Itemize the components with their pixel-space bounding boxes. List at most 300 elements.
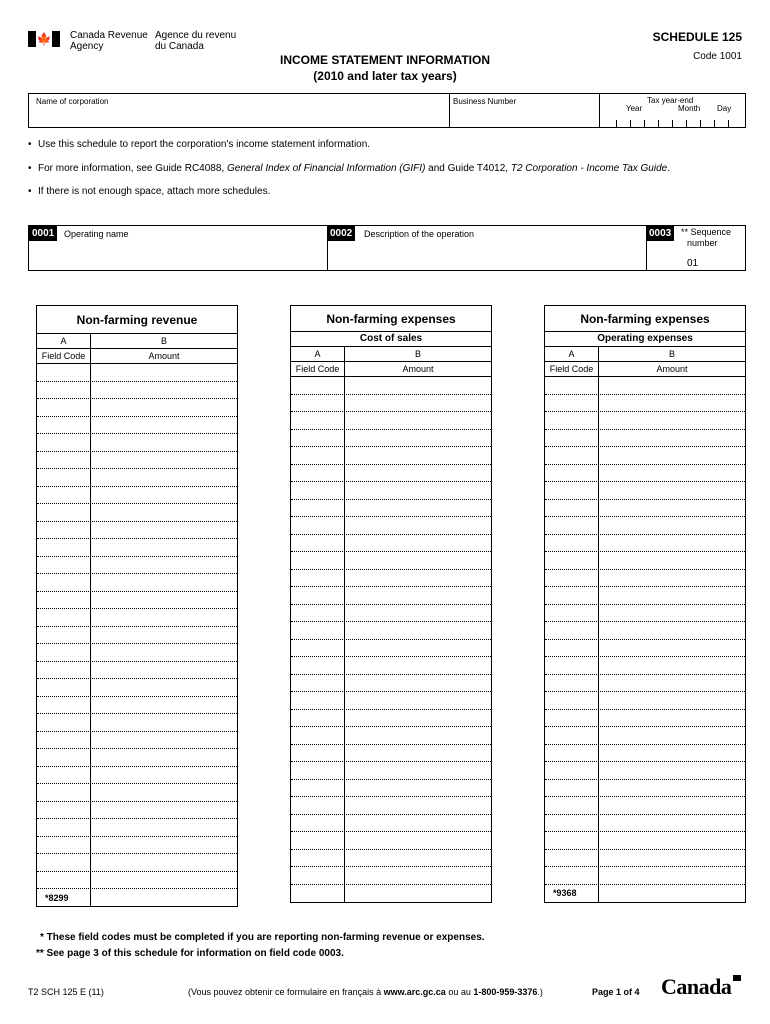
amount-cell[interactable] [91, 697, 237, 714]
cost-table-subtitle: Cost of sales [291, 332, 491, 347]
opex-total-code: *9368 [545, 885, 599, 902]
field-code-cell[interactable] [291, 762, 345, 779]
field-code-cell[interactable] [37, 434, 91, 451]
cost-col-letters [291, 347, 491, 362]
amount-cell[interactable] [599, 762, 745, 779]
field-code-cell[interactable] [37, 574, 91, 591]
table-row [291, 482, 491, 500]
field-code-cell[interactable] [291, 622, 345, 639]
amount-cell[interactable] [599, 482, 745, 499]
table-row [37, 749, 237, 767]
amount-cell[interactable] [91, 469, 237, 486]
t2-guide-title: T2 Corporation - Income Tax Guide [510, 163, 668, 174]
table-row [37, 767, 237, 785]
field-code-cell[interactable] [291, 587, 345, 604]
field-code-cell[interactable] [291, 710, 345, 727]
amount-cell[interactable] [345, 692, 491, 709]
field-code-cell[interactable] [545, 570, 599, 587]
cra-phone-number: 1-800-959-3376 [473, 987, 538, 997]
opex-rows [545, 377, 745, 885]
amount-cell[interactable] [345, 727, 491, 744]
table-row [37, 364, 237, 382]
agency-en-line1: Canada Revenue [70, 30, 148, 41]
field-code-cell[interactable] [291, 482, 345, 499]
revenue-total-row [37, 889, 237, 906]
field-code-cell[interactable] [37, 609, 91, 626]
field-code-cell[interactable] [291, 395, 345, 412]
field-code-cell[interactable] [291, 675, 345, 692]
field-code-cell[interactable] [291, 640, 345, 657]
amount-cell[interactable] [599, 815, 745, 832]
table-row [291, 465, 491, 483]
field-code-cell[interactable] [545, 412, 599, 429]
field-code-cell[interactable] [291, 535, 345, 552]
table-row [291, 622, 491, 640]
amount-cell[interactable] [599, 430, 745, 447]
field-code-cell[interactable] [37, 662, 91, 679]
field-code-cell[interactable] [545, 605, 599, 622]
amount-cell[interactable] [599, 377, 745, 394]
amount-cell[interactable] [599, 500, 745, 517]
operating-expenses-table [544, 305, 746, 903]
note-2: ** See page 3 of this schedule for information on field code 0003. [36, 948, 344, 959]
cost-last-code[interactable] [291, 885, 345, 902]
amount-cell[interactable] [91, 714, 237, 731]
field-code-cell[interactable] [37, 749, 91, 766]
field-code-cell[interactable] [291, 745, 345, 762]
amount-cell[interactable] [91, 539, 237, 556]
amount-cell[interactable] [345, 797, 491, 814]
amount-cell[interactable] [599, 395, 745, 412]
amount-cell[interactable] [345, 517, 491, 534]
field-code-cell[interactable] [37, 364, 91, 381]
amount-cell[interactable] [599, 832, 745, 849]
table-row [291, 517, 491, 535]
amount-cell[interactable] [345, 867, 491, 884]
field-code-cell[interactable] [37, 679, 91, 696]
field-code-cell[interactable] [545, 552, 599, 569]
amount-cell[interactable] [599, 727, 745, 744]
table-row [545, 377, 745, 395]
field-code-cell[interactable] [545, 675, 599, 692]
field-code-cell[interactable] [37, 697, 91, 714]
field-code-cell[interactable] [545, 517, 599, 534]
field-code-cell[interactable] [545, 395, 599, 412]
table-row [37, 399, 237, 417]
revenue-rows [37, 364, 237, 889]
field-code-cell[interactable] [545, 710, 599, 727]
amount-cell[interactable] [599, 447, 745, 464]
amount-cell[interactable] [345, 465, 491, 482]
fr-note-b: ou au [445, 987, 474, 997]
field-code-cell[interactable] [545, 832, 599, 849]
table-row [37, 662, 237, 680]
field-code-cell[interactable] [37, 819, 91, 836]
description-field[interactable] [330, 244, 643, 268]
table-row [545, 412, 745, 430]
amount-cell[interactable] [91, 837, 237, 854]
field-code-cell[interactable] [37, 592, 91, 609]
field-code-cell[interactable] [37, 452, 91, 469]
table-row [291, 780, 491, 798]
table-row [545, 640, 745, 658]
table-row [291, 587, 491, 605]
field-code-cell[interactable] [37, 504, 91, 521]
table-row [291, 430, 491, 448]
field-code-cell[interactable] [291, 850, 345, 867]
field-code-cell[interactable] [291, 692, 345, 709]
amount-cell[interactable] [599, 745, 745, 762]
field-code-cell[interactable] [291, 605, 345, 622]
table-row [291, 745, 491, 763]
opex-amount-header: Amount [656, 364, 688, 374]
amount-cell[interactable] [599, 552, 745, 569]
field-code-0001: 0001 [29, 226, 57, 241]
amount-cell[interactable] [91, 802, 237, 819]
amount-cell[interactable] [345, 587, 491, 604]
amount-cell[interactable] [345, 500, 491, 517]
table-row [545, 500, 745, 518]
amount-cell[interactable] [91, 609, 237, 626]
field-code-cell[interactable] [545, 797, 599, 814]
year-label: Year [626, 104, 643, 113]
table-row [545, 850, 745, 868]
opex-col-b: B [668, 349, 675, 359]
table-row [545, 762, 745, 780]
table-row [37, 592, 237, 610]
table-row [291, 640, 491, 658]
amount-cell[interactable] [345, 850, 491, 867]
amount-cell[interactable] [345, 412, 491, 429]
field-code-cell[interactable] [291, 517, 345, 534]
table-row [545, 710, 745, 728]
field-code-cell[interactable] [545, 500, 599, 517]
cra-website-link[interactable]: www.arc.gc.ca [383, 987, 446, 997]
table-row [291, 692, 491, 710]
amount-cell[interactable] [91, 434, 237, 451]
amount-cell[interactable] [91, 557, 237, 574]
amount-cell[interactable] [91, 399, 237, 416]
field-code-cell[interactable] [545, 535, 599, 552]
schedule-number: SCHEDULE 125 [652, 30, 742, 44]
amount-cell[interactable] [599, 517, 745, 534]
amount-cell[interactable] [345, 710, 491, 727]
amount-cell[interactable] [599, 657, 745, 674]
table-row [291, 675, 491, 693]
wordmark-flag-icon [733, 975, 741, 981]
table-row [37, 382, 237, 400]
field-code-cell[interactable] [37, 854, 91, 871]
amount-cell[interactable] [345, 675, 491, 692]
field-code-cell[interactable] [545, 482, 599, 499]
field-code-cell[interactable] [545, 780, 599, 797]
revenue-table [36, 305, 238, 907]
field-code-cell[interactable] [37, 557, 91, 574]
field-code-cell[interactable] [545, 657, 599, 674]
corporation-info-box [28, 93, 746, 128]
amount-cell[interactable] [91, 854, 237, 871]
field-code-cell[interactable] [545, 692, 599, 709]
amount-cell[interactable] [345, 570, 491, 587]
opex-table-title: Non-farming expenses [545, 306, 745, 332]
table-row [37, 504, 237, 522]
month-label: Month [678, 104, 701, 113]
table-row [545, 832, 745, 850]
business-number-field[interactable] [453, 106, 595, 126]
table-row [291, 605, 491, 623]
amount-cell[interactable] [599, 692, 745, 709]
revenue-col-letters [37, 334, 237, 349]
table-row [545, 587, 745, 605]
table-row [37, 872, 237, 890]
amount-cell[interactable] [599, 797, 745, 814]
amount-cell[interactable] [599, 465, 745, 482]
field-code-cell[interactable] [37, 872, 91, 889]
amount-cell[interactable] [345, 430, 491, 447]
table-row [545, 745, 745, 763]
table-row [37, 417, 237, 435]
french-availability-note [188, 987, 543, 997]
amount-cell[interactable] [91, 767, 237, 784]
field-code-cell[interactable] [545, 745, 599, 762]
table-row [37, 539, 237, 557]
field-code-cell[interactable] [37, 417, 91, 434]
field-code-cell[interactable] [291, 500, 345, 517]
sequence-number-value[interactable]: 01 [687, 258, 699, 269]
amount-cell[interactable] [91, 749, 237, 766]
field-code-cell[interactable] [291, 657, 345, 674]
amount-cell[interactable] [91, 784, 237, 801]
amount-cell[interactable] [599, 535, 745, 552]
table-row [37, 644, 237, 662]
table-row [291, 832, 491, 850]
amount-cell[interactable] [91, 732, 237, 749]
table-row [37, 469, 237, 487]
table-row [545, 727, 745, 745]
corporation-name-field[interactable] [31, 106, 445, 126]
amount-cell[interactable] [345, 780, 491, 797]
field-code-cell[interactable] [37, 627, 91, 644]
table-row [545, 605, 745, 623]
field-code-cell[interactable] [545, 377, 599, 394]
business-number-label: Business Number [453, 97, 517, 106]
description-label: Description of the operation [364, 229, 475, 239]
tax-year-end-field[interactable] [607, 114, 742, 128]
amount-cell[interactable] [599, 605, 745, 622]
operating-name-label: Operating name [64, 229, 129, 239]
amount-cell[interactable] [345, 657, 491, 674]
field-code-cell[interactable] [291, 797, 345, 814]
table-row [291, 552, 491, 570]
revenue-amount-header: Amount [148, 351, 180, 361]
table-row [37, 802, 237, 820]
field-code-cell[interactable] [291, 552, 345, 569]
amount-cell[interactable] [345, 640, 491, 657]
field-code-cell[interactable] [37, 644, 91, 661]
opex-total-amount[interactable] [599, 885, 745, 902]
cost-rows [291, 377, 491, 885]
table-row [291, 657, 491, 675]
amount-cell[interactable] [599, 850, 745, 867]
amount-cell[interactable] [345, 762, 491, 779]
table-row [37, 837, 237, 855]
field-code-cell[interactable] [37, 837, 91, 854]
tax-year-end-label: Tax year-end [647, 96, 694, 105]
amount-cell[interactable] [91, 417, 237, 434]
table-row [37, 609, 237, 627]
amount-cell[interactable] [599, 570, 745, 587]
field-code-cell[interactable] [545, 850, 599, 867]
amount-cell[interactable] [345, 832, 491, 849]
amount-cell[interactable] [91, 627, 237, 644]
table-row [545, 395, 745, 413]
table-row [291, 727, 491, 745]
table-row [37, 487, 237, 505]
field-code-cell[interactable] [291, 832, 345, 849]
revenue-total-amount[interactable] [91, 889, 237, 906]
field-code-cell[interactable] [545, 815, 599, 832]
table-row [291, 447, 491, 465]
amount-cell[interactable] [599, 412, 745, 429]
table-row [37, 522, 237, 540]
sequence-label-2: number [687, 238, 718, 248]
field-code-cell[interactable] [545, 762, 599, 779]
opex-col-letters [545, 347, 745, 362]
field-code-cell[interactable] [545, 640, 599, 657]
field-code-cell[interactable] [291, 465, 345, 482]
field-code-cell[interactable] [545, 465, 599, 482]
page-indicator: Page 1 of 4 [592, 987, 640, 997]
amount-cell[interactable] [91, 522, 237, 539]
field-code-cell[interactable] [291, 447, 345, 464]
revenue-total-code: *8299 [37, 889, 91, 906]
opex-col-labels [545, 362, 745, 377]
field-code-cell[interactable] [291, 570, 345, 587]
field-code-cell[interactable] [37, 767, 91, 784]
field-code-cell[interactable] [37, 784, 91, 801]
cost-last-amount[interactable] [345, 885, 491, 902]
amount-cell[interactable] [345, 552, 491, 569]
table-row [291, 867, 491, 885]
table-row [37, 627, 237, 645]
operating-name-field[interactable] [31, 244, 324, 268]
field-code-cell[interactable] [37, 469, 91, 486]
amount-cell[interactable] [91, 382, 237, 399]
amount-cell[interactable] [91, 487, 237, 504]
field-code-cell[interactable] [545, 622, 599, 639]
table-row [545, 535, 745, 553]
table-row [545, 465, 745, 483]
amount-cell[interactable] [599, 710, 745, 727]
bullet-2-text-a: For more information, see Guide RC4088, [38, 163, 227, 174]
field-code-0002: 0002 [327, 226, 355, 241]
table-row [37, 854, 237, 872]
table-row [545, 692, 745, 710]
amount-cell[interactable] [91, 644, 237, 661]
table-row [291, 762, 491, 780]
field-code-cell[interactable] [37, 802, 91, 819]
table-row [291, 710, 491, 728]
amount-cell[interactable] [91, 452, 237, 469]
field-code-0003: 0003 [646, 226, 674, 241]
amount-cell[interactable] [91, 662, 237, 679]
table-row [545, 675, 745, 693]
amount-cell[interactable] [91, 364, 237, 381]
bullet-3: • If there is not enough space, attach more schedules. [28, 186, 271, 197]
table-row [291, 570, 491, 588]
table-row [291, 535, 491, 553]
amount-cell[interactable] [91, 592, 237, 609]
amount-cell[interactable] [599, 640, 745, 657]
amount-cell[interactable] [345, 535, 491, 552]
amount-cell[interactable] [345, 622, 491, 639]
table-row [291, 377, 491, 395]
field-code-cell[interactable] [37, 382, 91, 399]
amount-cell[interactable] [91, 679, 237, 696]
amount-cell[interactable] [599, 780, 745, 797]
field-code-cell[interactable] [291, 815, 345, 832]
amount-cell[interactable] [345, 815, 491, 832]
amount-cell[interactable] [91, 574, 237, 591]
field-code-cell[interactable] [545, 430, 599, 447]
amount-cell[interactable] [345, 605, 491, 622]
amount-cell[interactable] [345, 745, 491, 762]
amount-cell[interactable] [345, 482, 491, 499]
field-code-cell[interactable] [291, 430, 345, 447]
bullet-2-text-e: . [667, 163, 670, 174]
opex-total-row [545, 885, 745, 902]
field-code-cell[interactable] [291, 377, 345, 394]
field-code-cell[interactable] [37, 399, 91, 416]
cost-col-labels [291, 362, 491, 377]
amount-cell[interactable] [345, 447, 491, 464]
table-row [291, 797, 491, 815]
field-code-cell[interactable] [37, 539, 91, 556]
field-code-cell[interactable] [37, 487, 91, 504]
field-code-cell[interactable] [291, 727, 345, 744]
field-code-cell[interactable] [37, 522, 91, 539]
amount-cell[interactable] [91, 872, 237, 889]
amount-cell[interactable] [599, 867, 745, 884]
table-row [37, 732, 237, 750]
table-row [37, 679, 237, 697]
field-code-cell[interactable] [37, 732, 91, 749]
amount-cell[interactable] [345, 395, 491, 412]
amount-cell[interactable] [345, 377, 491, 394]
field-code-cell[interactable] [545, 447, 599, 464]
field-code-cell[interactable] [545, 587, 599, 604]
field-code-cell[interactable] [545, 727, 599, 744]
table-row [37, 434, 237, 452]
table-row [545, 797, 745, 815]
amount-cell[interactable] [599, 622, 745, 639]
cost-last-row [291, 885, 491, 902]
amount-cell[interactable] [599, 587, 745, 604]
bullet-1-text: Use this schedule to report the corporation's income statement information. [38, 139, 371, 150]
field-code-cell[interactable] [291, 780, 345, 797]
field-code-cell[interactable] [545, 867, 599, 884]
field-code-cell[interactable] [291, 412, 345, 429]
cost-table-title: Non-farming expenses [291, 306, 491, 332]
opex-col-a: A [545, 347, 599, 361]
table-row [37, 697, 237, 715]
field-code-cell[interactable] [37, 714, 91, 731]
amount-cell[interactable] [91, 819, 237, 836]
amount-cell[interactable] [599, 675, 745, 692]
field-code-cell[interactable] [291, 867, 345, 884]
table-row [545, 570, 745, 588]
amount-cell[interactable] [91, 504, 237, 521]
